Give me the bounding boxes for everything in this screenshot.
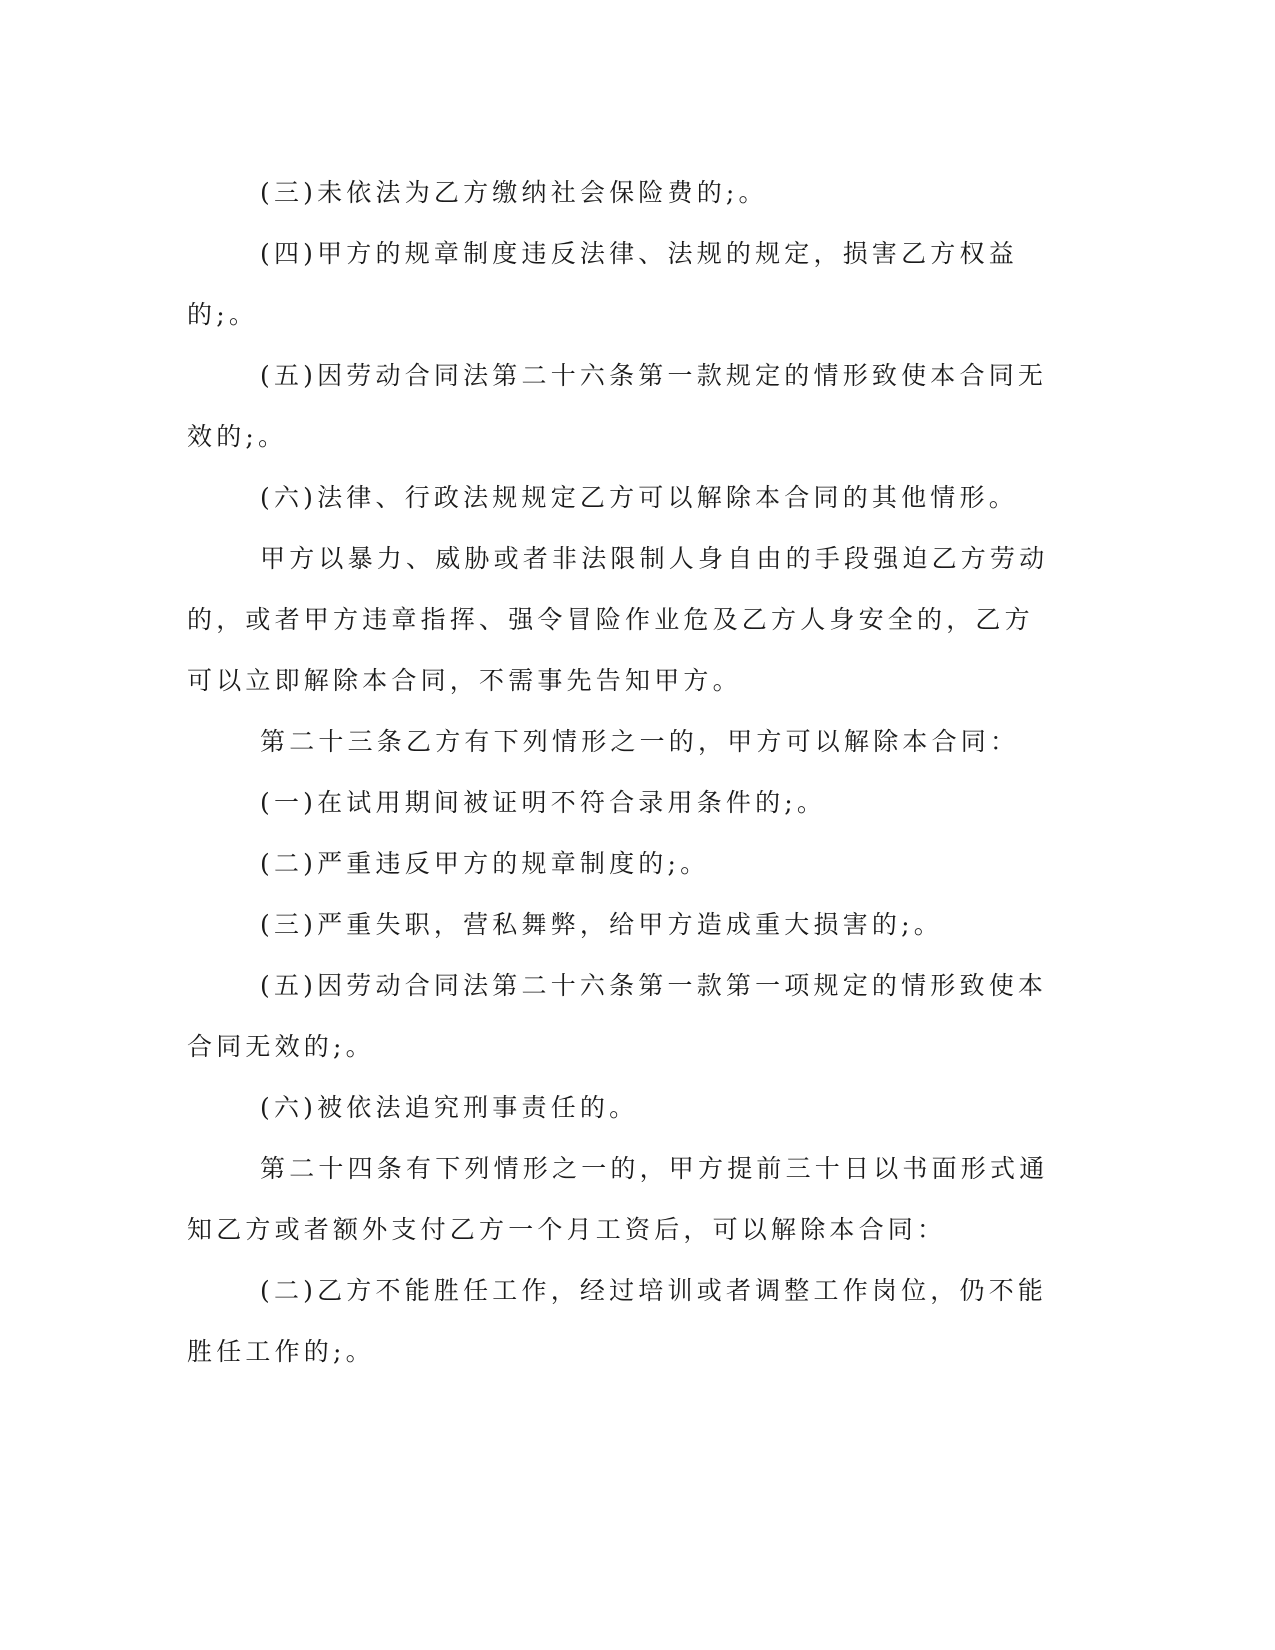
paragraph-article-23-item-1: (一)在试用期间被证明不符合录用条件的;。 bbox=[260, 788, 827, 817]
document-body bbox=[187, 162, 1057, 1382]
paragraph-clause-5-contract-invalid: (五)因劳动合同法第二十六条第一款规定的情形致使本合同无效的;。 bbox=[187, 361, 1048, 451]
paragraph-article-23: 第二十三条乙方有下列情形之一的，甲方可以解除本合同： bbox=[260, 727, 1020, 756]
paragraph-article-23-item-5: (五)因劳动合同法第二十六条第一款第一项规定的情形致使本合同无效的;。 bbox=[187, 971, 1048, 1061]
paragraph-article-23-item-2: (二)严重违反甲方的规章制度的;。 bbox=[260, 849, 710, 878]
paragraph-clause-3-social-insurance: (三)未依法为乙方缴纳社会保险费的;。 bbox=[260, 178, 768, 207]
paragraph-article-24: 第二十四条有下列情形之一的，甲方提前三十日以书面形式通知乙方或者额外支付乙方一个月工资后，可以解除本合同： bbox=[187, 1154, 1049, 1244]
paragraph-forced-labor: 甲方以暴力、威胁或者非法限制人身自由的手段强迫乙方劳动的，或者甲方违章指挥、强令冒险作业危及乙方人身安全的，乙方可以立即解除本合同，不需事先告知甲方。 bbox=[187, 544, 1049, 695]
paragraph-clause-4-rules-violation: (四)甲方的规章制度违反法律、法规的规定，损害乙方权益的;。 bbox=[187, 239, 1018, 329]
paragraph-clause-6-other-circumstances: (六)法律、行政法规规定乙方可以解除本合同的其他情形。 bbox=[260, 483, 1018, 512]
paragraph-article-23-item-3: (三)严重失职，营私舞弊，给甲方造成重大损害的;。 bbox=[260, 910, 943, 939]
paragraph-article-24-item-2: (二)乙方不能胜任工作，经过培训或者调整工作岗位，仍不能胜任工作的;。 bbox=[187, 1276, 1048, 1366]
paragraph-article-23-item-6: (六)被依法追究刑事责任的。 bbox=[260, 1093, 639, 1122]
